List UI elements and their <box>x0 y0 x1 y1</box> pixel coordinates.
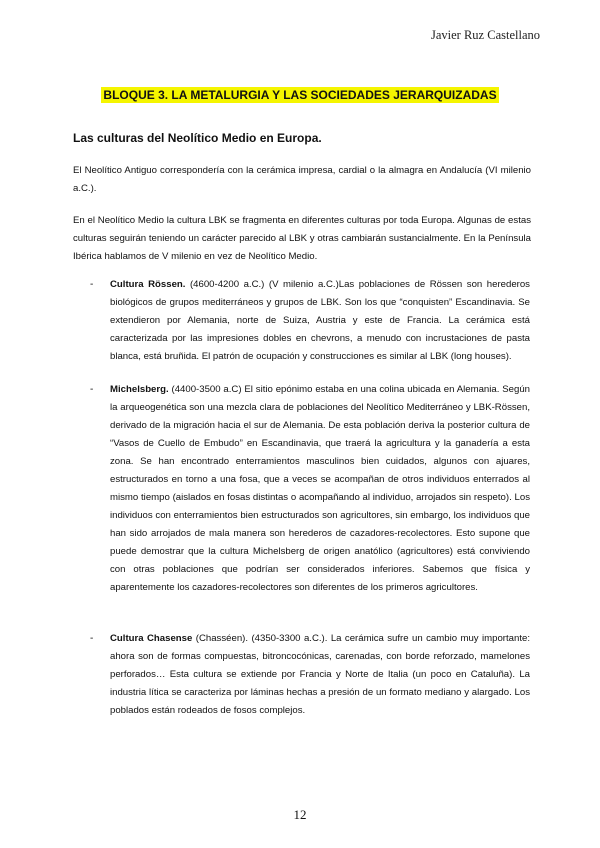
list-item-michelsberg <box>110 381 530 597</box>
section-title: Las culturas del Neolítico Medio en Europa. <box>73 131 322 145</box>
bullet-marker: - <box>90 279 94 290</box>
bullet-marker: - <box>90 384 94 395</box>
item-name: Michelsberg. <box>110 384 169 395</box>
bullet-marker: - <box>90 633 94 644</box>
lbk-paragraph: En el Neolítico Medio la cultura LBK se fragmenta en diferentes culturas por toda Europa. Algunas de estas culturas seguirán teniendo un carácter parecido al LBK y otras cambiarán sustancialmente. En la Península Ibérica hablamos de V milenio en vez de Neolítico Medio. <box>73 215 531 262</box>
item-name: Cultura Rössen. <box>110 279 186 290</box>
block-title <box>0 86 600 104</box>
block-title-highlight: BLOQUE 3. LA METALURGIA Y LAS SOCIEDADES JERARQUIZADAS <box>103 88 497 102</box>
item-name: Cultura Chasense <box>110 633 193 644</box>
page-number: 12 <box>293 807 307 822</box>
item-text: (Chasséen). (4350-3300 a.C.). La cerámica sufre un cambio muy importante: ahora son de formas compuestas, bitroncocónicas, carenadas, con borde reforzado, mamelones perforados… Esta cultura se extiende por Francia y Norte de Italia (un poco en Cataluña). La industria lítica se caracteriza por láminas hechas a presión de un formato mediano y alargado. Los poblados están rodeados de fosos complejos. <box>110 633 530 716</box>
item-text: (4400-3500 a.C) El sitio epónimo estaba en una colina ubicada en Alemania. Según la arqueogenética son una mezcla clara de poblaciones del Neolítico Mediterráneo y LBK-Rössen, derivado de la migración hacia el sur de Alemania. De esta población deriva la posterior cultura de “Vasos de Cuello de Embudo” en Escandinavia, que traerá la agricultura y la ganadería a esta zona. Se han encontrado enterramientos masculinos bien cuidados, algunos con ajuares, estructurados en torno a una fosa, que a veces se acompañan de otros individuos enterrados al mismo tiempo (aislados en fosas distintas o acompañando al individuo, arrojados sin respeto). Los individuos con enterramientos bien estructurados son agricultores, sin embargo, los individuos que han sido arrojados de mala manera son herederos de cazadores-recolectores. Esto supone que puede demostrar que la cultura Michelsberg de origen anatólico (agricultores) está conviviendo con otras poblaciones que podrían ser considerados inferiores. Sabemos que física y aparentemente los cazadores-recolectores son diferentes de los primeros agricultores. <box>110 384 530 593</box>
list-item-rossen <box>110 276 530 366</box>
intro-paragraph: El Neolítico Antiguo correspondería con la cerámica impresa, cardial o la almagra en Andalucía (VI milenio a.C.). <box>73 165 531 194</box>
list-item-chasense <box>110 630 530 720</box>
item-text: (4600-4200 a.C.) (V milenio a.C.)Las poblaciones de Rössen son herederos biológicos de grupos mediterráneos y grupos de LBK. Son los que “conquisten” Escandinavia. Se extendieron por Alemania, norte de Suiza, Austria y este de Francia. La cerámica está caracterizada por las impresiones dobles en chevrons, a menudo con incrustaciones de pasta blanca, está bruñida. El patrón de ocupación y construcciones es similar al LBK (long houses). <box>110 279 530 362</box>
header-author: Javier Ruz Castellano <box>431 28 540 42</box>
